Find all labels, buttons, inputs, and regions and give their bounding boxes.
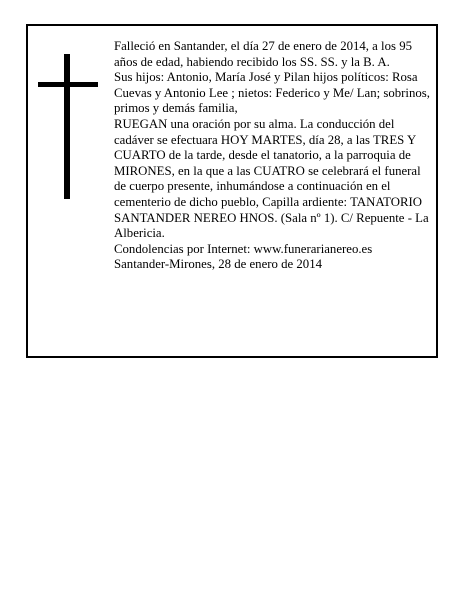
funeral-details: RUEGAN una oración por su alma. La conducción del cadáver se efectuara HOY MARTES, día 28, a las TRES Y CUARTO de la tarde, desde el tanatorio, a la parroquia de MIRONES, en la que a las CUATRO se celebrará el funeral de cuerpo presente, inhumándose a continuación en el cementerio de dicho pueblo, Capilla ardiente: TANATORIO SANTANDER NEREO HNOS. (Sala nº 1). C/ Repuente - La Albericia. xyxy=(114,116,429,241)
obituary-notice xyxy=(26,24,438,358)
cross-vertical-bar xyxy=(64,54,70,199)
family-list: Sus hijos: Antonio, María José y Pilan hijos políticos: Rosa Cuevas y Antonio Lee ; nietos: Federico y Me/ Lan; sobrinos, primos y demás familia, xyxy=(114,70,430,116)
place-and-date: Santander-Mirones, 28 de enero de 2014 xyxy=(114,257,322,272)
cross-horizontal-bar xyxy=(38,82,98,87)
cross-icon xyxy=(38,54,98,199)
death-announcement: Falleció en Santander, el día 27 de enero de 2014, a los 95 años de edad, habiendo recibido los SS. SS. y la B. A. xyxy=(114,39,412,69)
condolences-website: Condolencias por Internet: www.funerarianereo.es xyxy=(114,241,373,256)
notice-text xyxy=(114,39,430,273)
